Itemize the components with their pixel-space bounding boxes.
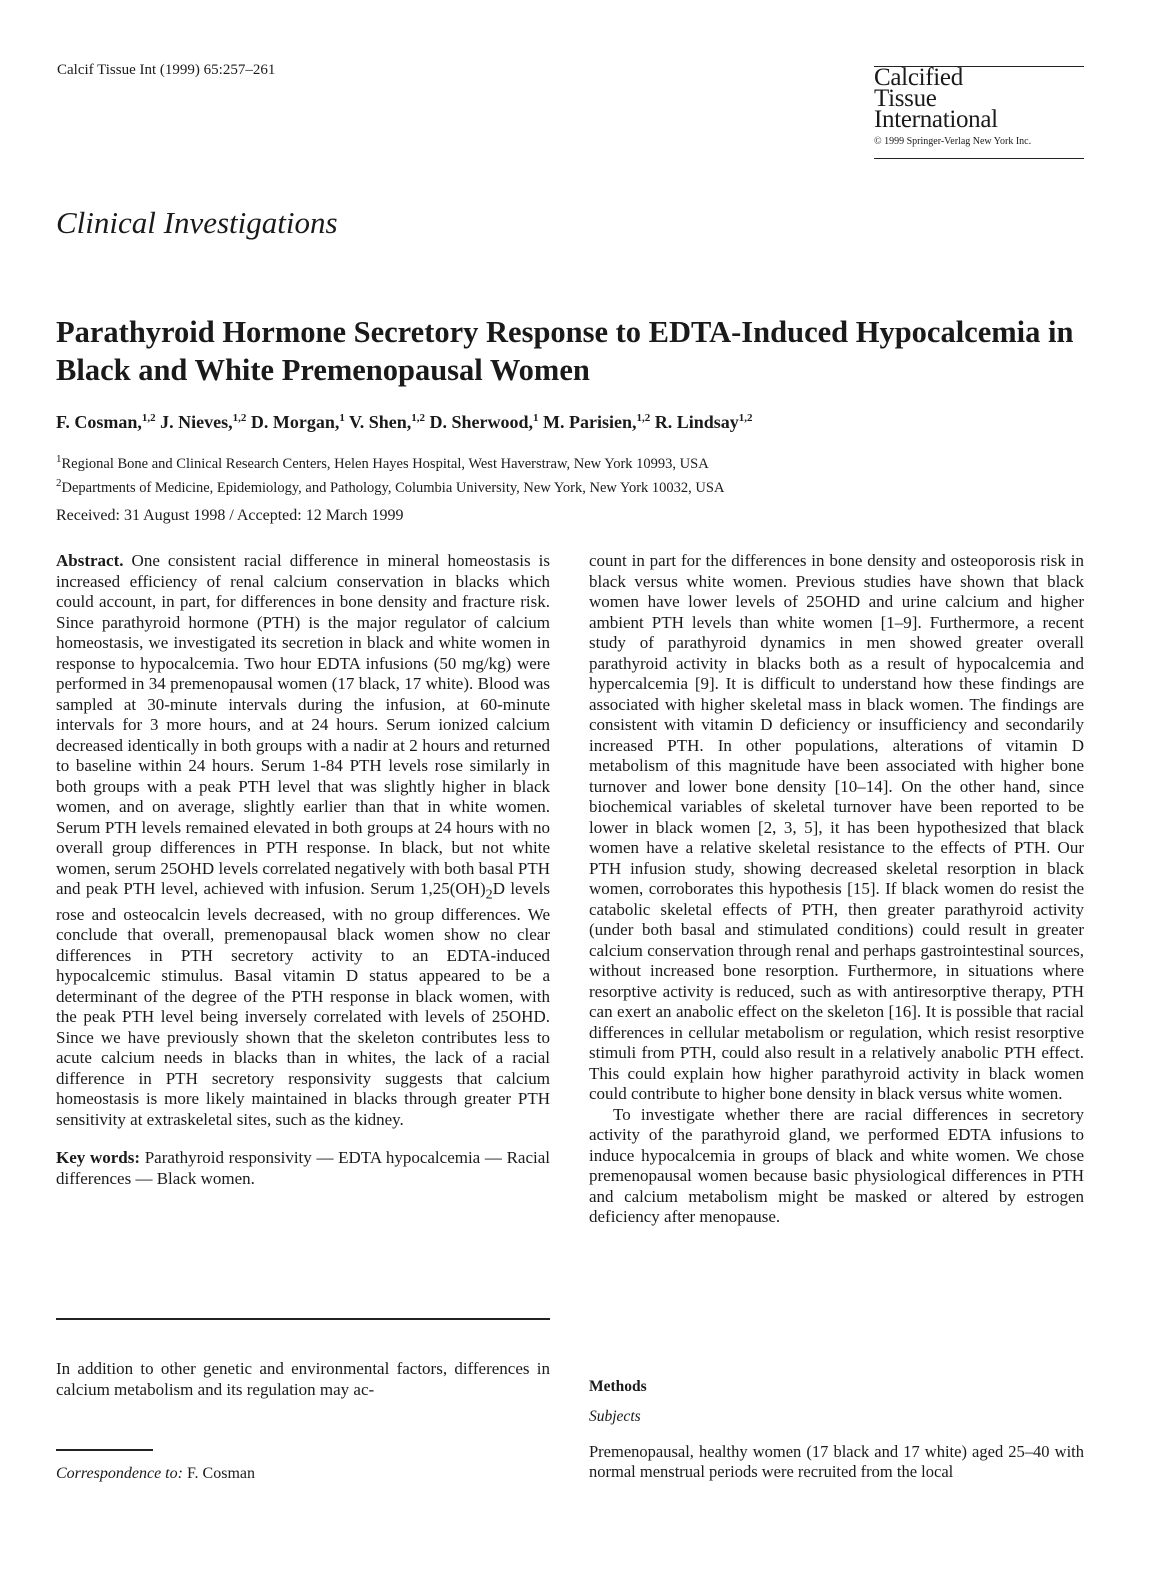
author-affil-sup: 1: [533, 412, 539, 424]
correspondence: [56, 1465, 255, 1483]
intro-paragraph-2: To investigate whether there are racial differences in secretory activity of the parathyroid gland, we performed EDTA infusions to induce hypocalcemia in groups of black and white women. We chose premenopausal women because basic physiological differences in PTH and calcium metabolism might be masked or altered by estrogen deficiency after menopause.: [589, 1104, 1084, 1226]
author-name: D. Sherwood,: [429, 412, 533, 432]
intro-text: In addition to other genetic and environmental factors, differences in calcium metabolism and its regulation may ac-: [56, 1359, 550, 1399]
section-heading: Clinical Investigations: [56, 205, 338, 240]
abstract-text-1: One consistent racial difference in mineral homeostasis is increased efficiency of renal calcium conservation in blacks which could account, in part, for differences in bone density and fracture risk. Since parathyroid hormone (PTH) is the major regulator of calcium homeostasis, we investigated its secretion in black and white women in response to hypocalcemia. Two hour EDTA infusions (50 mg/kg) were performed in 34 premenopausal women (17 black, 17 white). Blood was sampled at 30-minute intervals during the infusion, at 60-minute intervals for 3 more hours, and at 24 hours. Serum ionized calcium decreased identically in both groups with a nadir at 2 hours and returned to baseline within 24 hours. Serum 1-84 PTH levels rose similarly in both groups with a peak PTH level that was slightly higher in black women, and on average, slightly earlier than that in white women. Serum PTH levels remained elevated in both groups at 24 hours with no overall group differences in PTH response. In black, but not white women, serum 25OHD levels correlated negatively with both basal PTH and peak PTH level, achieved with infusion. Serum 1,25(OH): [56, 551, 550, 898]
author-affil-sup: 1,2: [738, 412, 753, 424]
author-affil-sup: 1,2: [411, 412, 425, 424]
left-column: [56, 551, 550, 1189]
author-list: [56, 412, 753, 433]
journal-citation: Calcif Tissue Int (1999) 65:257–261: [57, 62, 276, 78]
author-affil-sup: 1,2: [141, 412, 156, 424]
logo-word-calcified: Calcified: [874, 64, 963, 91]
right-column: [589, 551, 1084, 1228]
article-title: Parathyroid Hormone Secretory Response to EDTA-Induced Hypocalcemia in Black and White Premenopausal Women: [56, 315, 1074, 387]
author-affil-sup: 1,2: [636, 412, 651, 424]
abstract: [56, 551, 550, 1130]
keywords-text: Parathyroid responsivity — EDTA hypocalcemia — Racial differences — Black women.: [56, 1148, 551, 1188]
keywords-label: Key words:: [56, 1148, 140, 1168]
affiliation-text: Regional Bone and Clinical Research Centers, Helen Hayes Hospital, West Haverstraw, New York 10993, USA: [61, 455, 709, 472]
logo-word-tissue: Tissue: [874, 85, 937, 112]
author-name: J. Nieves,: [160, 412, 233, 432]
keywords: [56, 1148, 550, 1189]
logo-bottom-rule: [874, 158, 1084, 159]
subjects-text: [589, 1442, 1084, 1482]
author-name: F. Cosman,: [56, 412, 142, 432]
affiliation-text: Departments of Medicine, Epidemiology, and Pathology, Columbia University, New York, New York 10032, USA: [61, 479, 725, 496]
subjects-heading: Subjects: [589, 1408, 641, 1425]
received-dates: Received: 31 August 1998 / Accepted: 12 March 1999: [56, 507, 404, 524]
author-name: M. Parisien,: [543, 412, 637, 432]
affiliation-sup: 2: [56, 476, 62, 489]
introduction-start: [56, 1359, 550, 1400]
affiliation-sup: 1: [56, 453, 62, 465]
author-name: D. Morgan,: [250, 412, 340, 432]
intro-paragraph-1: count in part for the differences in bone density and osteoporosis risk in black versus white women. Previous studies have shown that black women have lower levels of 25OHD and urine calcium and higher ambient PTH levels than white women [1–9]. Furthermore, a recent study of parathyroid dynamics in men showed greater overall parathyroid activity in blacks both as a result of hypocalcemia and hypercalcemia [9]. It is difficult to understand how these findings are associated with higher skeletal mass in black women. The findings are consistent with vitamin D deficiency or insufficiency and secondarily increased PTH. In other populations, alterations of vitamin D metabolism of this magnitude have been associated with higher bone turnover and lower bone density [10–14]. On the other hand, since biochemical variables of skeletal turnover have been reported to be lower in black women [2, 3, 5], it has been hypothesized that black women have a relative skeletal resistance to the effects of PTH. Our PTH infusion study, showing decreased skeletal resorption in black women, corroborates this hypothesis [15]. If black women do resist the catabolic skeletal effects of PTH, then greater parathyroid activity (under both basal and stimulated conditions) could result in greater calcium conservation through renal and perhaps gastrointestinal sources, without increased bone resorption. Furthermore, in situations where resorptive activity is reduced, such as with antiresorptive therapy, PTH can exert an anabolic effect on the skeleton [16]. It is possible that racial differences in cellular metabolism or regulation, which resist resorptive stimuli from PTH, could also result in a relatively anabolic PTH effect. This could explain how higher parathyroid activity in black women could contribute to higher bone density in black versus white women.: [589, 551, 1084, 1103]
affiliations: [56, 450, 724, 498]
footnote-rule: [56, 1449, 153, 1451]
author-name: R. Lindsay: [654, 412, 739, 432]
abstract-subscript: 2: [485, 886, 493, 903]
methods-heading: Methods: [589, 1378, 647, 1395]
abstract-text-2: D levels rose and osteocalcin levels decreased, with no group differences. We conclude that overall, premenopausal black women show no clear differences in PTH secretory activity to an EDTA-induced hypocalcemic stimulus. Basal vitamin D status appeared to be a determinant of the degree of the PTH response in black women, with the peak PTH level being inversely correlated with levels of 25OHD. Since we have previously shown that the skeleton contributes less to acute calcium needs in blacks than in whites, the lack of a racial difference in PTH secretory responsivity suggests that calcium homeostasis is more likely maintained in blacks through greater PTH sensitivity at extraskeletal sites, such as the kidney.: [56, 879, 550, 1129]
abstract-label: Abstract.: [56, 551, 124, 570]
affiliation-line: [56, 474, 724, 498]
subjects-paragraph: Premenopausal, healthy women (17 black and 17 white) aged 25–40 with normal menstrual periods were recruited from the local: [589, 1442, 1084, 1481]
author-name: V. Shen,: [349, 412, 412, 432]
correspondence-name: F. Cosman: [186, 1465, 255, 1482]
author-affil-sup: 1: [339, 412, 345, 424]
affiliation-line: [56, 450, 724, 474]
abstract-divider: [56, 1318, 550, 1320]
logo-copyright: © 1999 Springer-Verlag New York Inc.: [874, 136, 1032, 147]
logo-word-international: International: [874, 106, 998, 133]
author-affil-sup: 1,2: [232, 412, 247, 424]
correspondence-label: Correspondence to:: [56, 1465, 183, 1482]
journal-logo: [874, 66, 1084, 159]
